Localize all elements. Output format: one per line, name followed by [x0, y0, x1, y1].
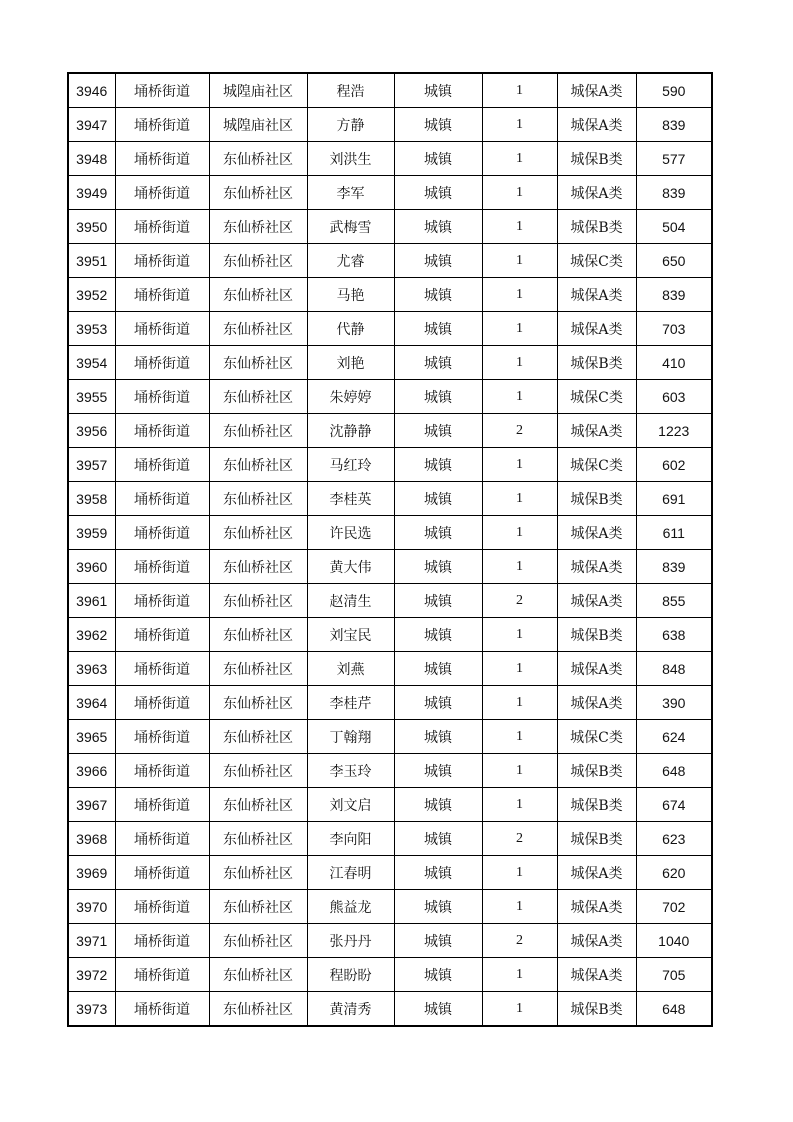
cell-community: 东仙桥社区 [209, 890, 307, 924]
cell-name: 刘艳 [307, 346, 394, 380]
cell-community: 东仙桥社区 [209, 550, 307, 584]
cell-person-count: 1 [482, 686, 557, 720]
table-body [68, 73, 712, 1026]
cell-amount: 839 [636, 550, 712, 584]
cell-amount: 390 [636, 686, 712, 720]
cell-household-type: 城镇 [394, 108, 482, 142]
table-row [68, 278, 712, 312]
cell-person-count: 1 [482, 380, 557, 414]
cell-person-count: 2 [482, 414, 557, 448]
cell-household-type: 城镇 [394, 686, 482, 720]
cell-amount: 602 [636, 448, 712, 482]
cell-category: 城保B类 [557, 992, 636, 1027]
cell-household-type: 城镇 [394, 720, 482, 754]
cell-street: 埇桥街道 [115, 754, 209, 788]
cell-community: 东仙桥社区 [209, 652, 307, 686]
cell-community: 东仙桥社区 [209, 618, 307, 652]
cell-number: 3951 [68, 244, 115, 278]
table-row [68, 346, 712, 380]
table-row [68, 312, 712, 346]
cell-street: 埇桥街道 [115, 686, 209, 720]
cell-number: 3955 [68, 380, 115, 414]
cell-category: 城保A类 [557, 924, 636, 958]
cell-person-count: 1 [482, 958, 557, 992]
cell-street: 埇桥街道 [115, 822, 209, 856]
table-row [68, 924, 712, 958]
cell-number: 3957 [68, 448, 115, 482]
cell-name: 马艳 [307, 278, 394, 312]
cell-street: 埇桥街道 [115, 278, 209, 312]
cell-number: 3950 [68, 210, 115, 244]
cell-person-count: 2 [482, 822, 557, 856]
cell-category: 城保B类 [557, 754, 636, 788]
table-row [68, 584, 712, 618]
cell-category: 城保A类 [557, 516, 636, 550]
cell-household-type: 城镇 [394, 448, 482, 482]
cell-household-type: 城镇 [394, 788, 482, 822]
cell-name: 许民选 [307, 516, 394, 550]
cell-community: 东仙桥社区 [209, 958, 307, 992]
cell-category: 城保A类 [557, 312, 636, 346]
cell-community: 城隍庙社区 [209, 108, 307, 142]
cell-number: 3966 [68, 754, 115, 788]
table-row [68, 652, 712, 686]
cell-name: 李玉玲 [307, 754, 394, 788]
cell-name: 刘宝民 [307, 618, 394, 652]
table-row [68, 788, 712, 822]
cell-community: 东仙桥社区 [209, 686, 307, 720]
cell-street: 埇桥街道 [115, 346, 209, 380]
cell-person-count: 1 [482, 992, 557, 1027]
cell-person-count: 1 [482, 652, 557, 686]
table-row [68, 992, 712, 1027]
cell-number: 3961 [68, 584, 115, 618]
cell-category: 城保C类 [557, 244, 636, 278]
cell-person-count: 1 [482, 346, 557, 380]
cell-street: 埇桥街道 [115, 312, 209, 346]
table-row [68, 244, 712, 278]
cell-person-count: 1 [482, 890, 557, 924]
cell-street: 埇桥街道 [115, 108, 209, 142]
cell-category: 城保C类 [557, 380, 636, 414]
cell-number: 3947 [68, 108, 115, 142]
cell-street: 埇桥街道 [115, 448, 209, 482]
cell-street: 埇桥街道 [115, 958, 209, 992]
cell-amount: 839 [636, 278, 712, 312]
cell-name: 丁翰翔 [307, 720, 394, 754]
cell-street: 埇桥街道 [115, 788, 209, 822]
cell-street: 埇桥街道 [115, 73, 209, 108]
cell-street: 埇桥街道 [115, 584, 209, 618]
cell-community: 东仙桥社区 [209, 142, 307, 176]
cell-name: 黄大伟 [307, 550, 394, 584]
cell-name: 代静 [307, 312, 394, 346]
cell-amount: 590 [636, 73, 712, 108]
cell-community: 东仙桥社区 [209, 278, 307, 312]
cell-amount: 638 [636, 618, 712, 652]
cell-community: 东仙桥社区 [209, 584, 307, 618]
cell-amount: 603 [636, 380, 712, 414]
cell-community: 东仙桥社区 [209, 924, 307, 958]
cell-household-type: 城镇 [394, 482, 482, 516]
cell-category: 城保A类 [557, 856, 636, 890]
cell-amount: 648 [636, 992, 712, 1027]
cell-household-type: 城镇 [394, 550, 482, 584]
cell-community: 东仙桥社区 [209, 244, 307, 278]
table-row [68, 380, 712, 414]
cell-person-count: 1 [482, 448, 557, 482]
cell-amount: 674 [636, 788, 712, 822]
table-row [68, 856, 712, 890]
cell-community: 东仙桥社区 [209, 822, 307, 856]
cell-household-type: 城镇 [394, 142, 482, 176]
cell-street: 埇桥街道 [115, 550, 209, 584]
table-row [68, 516, 712, 550]
table-row [68, 176, 712, 210]
cell-person-count: 2 [482, 924, 557, 958]
cell-household-type: 城镇 [394, 890, 482, 924]
cell-person-count: 1 [482, 550, 557, 584]
cell-household-type: 城镇 [394, 856, 482, 890]
cell-category: 城保A类 [557, 108, 636, 142]
cell-number: 3949 [68, 176, 115, 210]
cell-category: 城保A类 [557, 890, 636, 924]
cell-person-count: 1 [482, 516, 557, 550]
cell-name: 武梅雪 [307, 210, 394, 244]
roster-table [67, 72, 713, 1027]
cell-amount: 620 [636, 856, 712, 890]
cell-number: 3952 [68, 278, 115, 312]
cell-name: 刘燕 [307, 652, 394, 686]
cell-name: 沈静静 [307, 414, 394, 448]
cell-household-type: 城镇 [394, 992, 482, 1027]
cell-person-count: 1 [482, 312, 557, 346]
cell-amount: 1040 [636, 924, 712, 958]
cell-community: 东仙桥社区 [209, 346, 307, 380]
cell-category: 城保C类 [557, 448, 636, 482]
table-row [68, 686, 712, 720]
cell-amount: 1223 [636, 414, 712, 448]
cell-category: 城保A类 [557, 176, 636, 210]
cell-community: 东仙桥社区 [209, 720, 307, 754]
table-row [68, 550, 712, 584]
cell-number: 3953 [68, 312, 115, 346]
cell-amount: 848 [636, 652, 712, 686]
table-row [68, 210, 712, 244]
cell-street: 埇桥街道 [115, 414, 209, 448]
table-row [68, 142, 712, 176]
cell-name: 刘文启 [307, 788, 394, 822]
cell-household-type: 城镇 [394, 754, 482, 788]
cell-person-count: 1 [482, 142, 557, 176]
cell-number: 3954 [68, 346, 115, 380]
cell-amount: 624 [636, 720, 712, 754]
cell-number: 3968 [68, 822, 115, 856]
cell-number: 3973 [68, 992, 115, 1027]
cell-name: 李桂英 [307, 482, 394, 516]
cell-street: 埇桥街道 [115, 380, 209, 414]
cell-name: 李向阳 [307, 822, 394, 856]
cell-category: 城保B类 [557, 142, 636, 176]
cell-category: 城保A类 [557, 414, 636, 448]
cell-category: 城保B类 [557, 788, 636, 822]
cell-street: 埇桥街道 [115, 924, 209, 958]
cell-household-type: 城镇 [394, 380, 482, 414]
cell-community: 东仙桥社区 [209, 754, 307, 788]
cell-street: 埇桥街道 [115, 482, 209, 516]
cell-number: 3960 [68, 550, 115, 584]
cell-person-count: 1 [482, 244, 557, 278]
cell-category: 城保B类 [557, 346, 636, 380]
cell-amount: 577 [636, 142, 712, 176]
cell-community: 东仙桥社区 [209, 312, 307, 346]
cell-street: 埇桥街道 [115, 856, 209, 890]
cell-household-type: 城镇 [394, 73, 482, 108]
cell-household-type: 城镇 [394, 618, 482, 652]
cell-number: 3969 [68, 856, 115, 890]
cell-category: 城保A类 [557, 73, 636, 108]
cell-amount: 703 [636, 312, 712, 346]
cell-amount: 410 [636, 346, 712, 380]
cell-household-type: 城镇 [394, 822, 482, 856]
cell-amount: 691 [636, 482, 712, 516]
cell-category: 城保A类 [557, 550, 636, 584]
cell-category: 城保C类 [557, 720, 636, 754]
cell-name: 李军 [307, 176, 394, 210]
cell-name: 江春明 [307, 856, 394, 890]
cell-category: 城保A类 [557, 958, 636, 992]
cell-household-type: 城镇 [394, 958, 482, 992]
table-row [68, 108, 712, 142]
cell-person-count: 1 [482, 108, 557, 142]
cell-number: 3948 [68, 142, 115, 176]
cell-amount: 855 [636, 584, 712, 618]
cell-category: 城保A类 [557, 278, 636, 312]
cell-number: 3962 [68, 618, 115, 652]
cell-community: 东仙桥社区 [209, 380, 307, 414]
table-row [68, 890, 712, 924]
cell-name: 刘洪生 [307, 142, 394, 176]
cell-amount: 705 [636, 958, 712, 992]
cell-person-count: 1 [482, 278, 557, 312]
cell-number: 3958 [68, 482, 115, 516]
cell-name: 尤睿 [307, 244, 394, 278]
cell-category: 城保A类 [557, 686, 636, 720]
table-row [68, 720, 712, 754]
cell-household-type: 城镇 [394, 516, 482, 550]
cell-name: 熊益龙 [307, 890, 394, 924]
cell-person-count: 1 [482, 482, 557, 516]
cell-person-count: 1 [482, 754, 557, 788]
cell-street: 埇桥街道 [115, 720, 209, 754]
cell-street: 埇桥街道 [115, 992, 209, 1027]
cell-community: 东仙桥社区 [209, 210, 307, 244]
table-row [68, 618, 712, 652]
cell-amount: 504 [636, 210, 712, 244]
cell-name: 黄清秀 [307, 992, 394, 1027]
cell-community: 东仙桥社区 [209, 482, 307, 516]
cell-number: 3967 [68, 788, 115, 822]
cell-name: 方静 [307, 108, 394, 142]
cell-street: 埇桥街道 [115, 210, 209, 244]
cell-name: 李桂芹 [307, 686, 394, 720]
cell-name: 朱婷婷 [307, 380, 394, 414]
cell-category: 城保A类 [557, 584, 636, 618]
cell-community: 东仙桥社区 [209, 992, 307, 1027]
cell-household-type: 城镇 [394, 210, 482, 244]
cell-household-type: 城镇 [394, 312, 482, 346]
cell-street: 埇桥街道 [115, 142, 209, 176]
table-row [68, 754, 712, 788]
cell-amount: 839 [636, 176, 712, 210]
cell-household-type: 城镇 [394, 244, 482, 278]
cell-household-type: 城镇 [394, 278, 482, 312]
cell-number: 3959 [68, 516, 115, 550]
cell-community: 东仙桥社区 [209, 788, 307, 822]
cell-person-count: 1 [482, 73, 557, 108]
cell-number: 3946 [68, 73, 115, 108]
cell-number: 3963 [68, 652, 115, 686]
cell-community: 东仙桥社区 [209, 516, 307, 550]
table-row [68, 482, 712, 516]
cell-name: 程盼盼 [307, 958, 394, 992]
cell-household-type: 城镇 [394, 414, 482, 448]
cell-street: 埇桥街道 [115, 652, 209, 686]
cell-name: 程浩 [307, 73, 394, 108]
cell-community: 东仙桥社区 [209, 176, 307, 210]
cell-household-type: 城镇 [394, 652, 482, 686]
cell-category: 城保B类 [557, 822, 636, 856]
cell-number: 3972 [68, 958, 115, 992]
cell-person-count: 1 [482, 618, 557, 652]
cell-name: 赵清生 [307, 584, 394, 618]
cell-street: 埇桥街道 [115, 516, 209, 550]
cell-category: 城保B类 [557, 210, 636, 244]
cell-household-type: 城镇 [394, 924, 482, 958]
cell-number: 3964 [68, 686, 115, 720]
cell-person-count: 2 [482, 584, 557, 618]
cell-street: 埇桥街道 [115, 618, 209, 652]
cell-street: 埇桥街道 [115, 176, 209, 210]
cell-number: 3970 [68, 890, 115, 924]
cell-person-count: 1 [482, 176, 557, 210]
cell-household-type: 城镇 [394, 584, 482, 618]
cell-category: 城保B类 [557, 482, 636, 516]
cell-person-count: 1 [482, 210, 557, 244]
cell-community: 东仙桥社区 [209, 448, 307, 482]
cell-amount: 839 [636, 108, 712, 142]
cell-amount: 648 [636, 754, 712, 788]
cell-household-type: 城镇 [394, 346, 482, 380]
cell-household-type: 城镇 [394, 176, 482, 210]
cell-category: 城保B类 [557, 618, 636, 652]
cell-person-count: 1 [482, 788, 557, 822]
table-row [68, 448, 712, 482]
cell-person-count: 1 [482, 720, 557, 754]
cell-person-count: 1 [482, 856, 557, 890]
cell-amount: 623 [636, 822, 712, 856]
cell-name: 张丹丹 [307, 924, 394, 958]
cell-category: 城保A类 [557, 652, 636, 686]
cell-amount: 650 [636, 244, 712, 278]
cell-number: 3965 [68, 720, 115, 754]
cell-number: 3956 [68, 414, 115, 448]
cell-street: 埇桥街道 [115, 890, 209, 924]
cell-street: 埇桥街道 [115, 244, 209, 278]
cell-amount: 702 [636, 890, 712, 924]
cell-amount: 611 [636, 516, 712, 550]
table-row [68, 822, 712, 856]
cell-community: 城隍庙社区 [209, 73, 307, 108]
table-row [68, 958, 712, 992]
cell-name: 马红玲 [307, 448, 394, 482]
cell-number: 3971 [68, 924, 115, 958]
table-row [68, 414, 712, 448]
table-row [68, 73, 712, 108]
cell-community: 东仙桥社区 [209, 856, 307, 890]
cell-community: 东仙桥社区 [209, 414, 307, 448]
